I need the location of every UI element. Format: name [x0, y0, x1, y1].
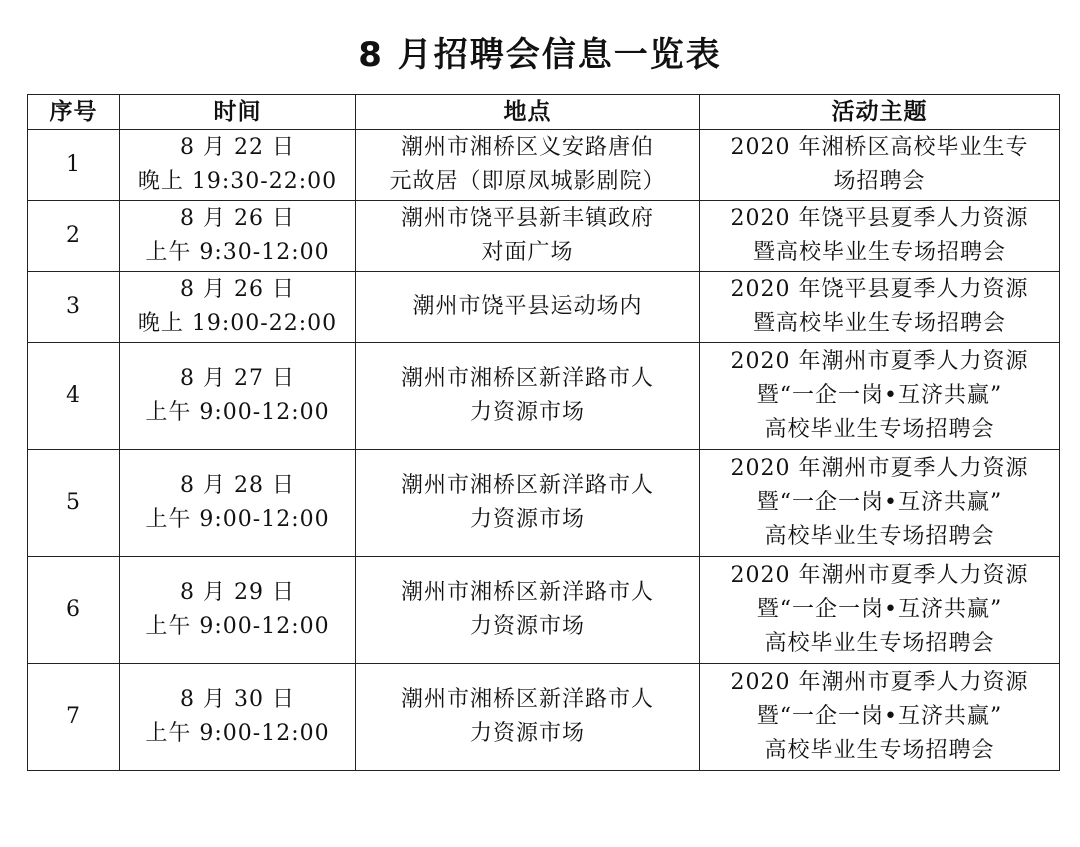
table-row — [28, 343, 1060, 450]
theme-line: 高校毕业生专场招聘会 — [764, 738, 995, 763]
theme-line: 暨高校毕业生专场招聘会 — [752, 240, 1006, 265]
time-cell — [120, 450, 356, 557]
seq-cell: 6 — [28, 557, 120, 664]
theme-line: 2020 年湘桥区高校毕业生专 — [730, 135, 1029, 160]
place-line: 潮州市湘桥区义安路唐伯 — [400, 135, 654, 160]
table-row — [28, 664, 1060, 771]
theme-line: 暨“一企一岗•互济共赢” — [756, 383, 1003, 408]
theme-line: 高校毕业生专场招聘会 — [764, 631, 995, 656]
time-text: 晚上 19:00-22:00 — [137, 311, 338, 336]
time-text: 上午 9:00-12:00 — [145, 507, 330, 532]
table-row — [28, 557, 1060, 664]
theme-cell — [700, 272, 1060, 343]
theme-cell — [700, 557, 1060, 664]
place-cell — [356, 201, 700, 272]
place-cell — [356, 343, 700, 450]
time-text: 晚上 19:30-22:00 — [137, 169, 338, 194]
date-text: 8 月 22 日 — [180, 135, 295, 160]
date-text: 8 月 27 日 — [180, 366, 295, 391]
theme-cell — [700, 130, 1060, 201]
recruitment-table — [27, 94, 1060, 771]
place-line: 潮州市饶平县运动场内 — [412, 294, 643, 319]
theme-line: 场招聘会 — [833, 169, 926, 194]
seq-cell: 7 — [28, 664, 120, 771]
place-line: 力资源市场 — [469, 400, 585, 425]
place-cell — [356, 664, 700, 771]
place-cell — [356, 450, 700, 557]
place-line: 元故居（即原凤城影剧院） — [389, 169, 666, 194]
header-seq: 序号 — [28, 95, 120, 130]
place-line: 潮州市湘桥区新洋路市人 — [400, 687, 654, 712]
place-line: 潮州市湘桥区新洋路市人 — [400, 366, 654, 391]
theme-line: 暨高校毕业生专场招聘会 — [752, 311, 1006, 336]
theme-line: 2020 年潮州市夏季人力资源 — [730, 456, 1029, 481]
table-row — [28, 450, 1060, 557]
date-text: 8 月 26 日 — [180, 206, 295, 231]
table-row — [28, 272, 1060, 343]
theme-cell — [700, 343, 1060, 450]
theme-line: 2020 年潮州市夏季人力资源 — [730, 563, 1029, 588]
header-place: 地点 — [356, 95, 700, 130]
time-cell — [120, 201, 356, 272]
table-row — [28, 130, 1060, 201]
date-text: 8 月 30 日 — [180, 687, 295, 712]
place-cell — [356, 557, 700, 664]
theme-cell — [700, 664, 1060, 771]
theme-line: 暨“一企一岗•互济共赢” — [756, 597, 1003, 622]
time-text: 上午 9:30-12:00 — [145, 240, 330, 265]
time-text: 上午 9:00-12:00 — [145, 400, 330, 425]
seq-cell: 1 — [28, 130, 120, 201]
header-theme: 活动主题 — [700, 95, 1060, 130]
time-cell — [120, 664, 356, 771]
seq-cell: 5 — [28, 450, 120, 557]
time-cell — [120, 557, 356, 664]
table-row — [28, 201, 1060, 272]
table-header-row — [28, 95, 1060, 130]
seq-cell: 4 — [28, 343, 120, 450]
time-text: 上午 9:00-12:00 — [145, 614, 330, 639]
theme-cell — [700, 201, 1060, 272]
time-cell — [120, 343, 356, 450]
place-line: 潮州市饶平县新丰镇政府 — [400, 206, 654, 231]
place-cell — [356, 130, 700, 201]
place-line: 潮州市湘桥区新洋路市人 — [400, 473, 654, 498]
place-line: 潮州市湘桥区新洋路市人 — [400, 580, 654, 605]
time-text: 上午 9:00-12:00 — [145, 721, 330, 746]
theme-line: 2020 年潮州市夏季人力资源 — [730, 670, 1029, 695]
theme-line: 2020 年饶平县夏季人力资源 — [730, 277, 1029, 302]
place-cell — [356, 272, 700, 343]
theme-line: 高校毕业生专场招聘会 — [764, 524, 995, 549]
theme-line: 暨“一企一岗•互济共赢” — [756, 704, 1003, 729]
place-line: 力资源市场 — [469, 721, 585, 746]
date-text: 8 月 29 日 — [180, 580, 295, 605]
theme-cell — [700, 450, 1060, 557]
seq-cell: 3 — [28, 272, 120, 343]
theme-line: 暨“一企一岗•互济共赢” — [756, 490, 1003, 515]
theme-line: 高校毕业生专场招聘会 — [764, 417, 995, 442]
time-cell — [120, 130, 356, 201]
date-text: 8 月 28 日 — [180, 473, 295, 498]
place-line: 力资源市场 — [469, 614, 585, 639]
place-line: 对面广场 — [481, 240, 574, 265]
theme-line: 2020 年饶平县夏季人力资源 — [730, 206, 1029, 231]
seq-cell: 2 — [28, 201, 120, 272]
page-title: 8 月招聘会信息一览表 — [358, 35, 722, 75]
place-line: 力资源市场 — [469, 507, 585, 532]
time-cell — [120, 272, 356, 343]
date-text: 8 月 26 日 — [180, 277, 295, 302]
header-time: 时间 — [120, 95, 356, 130]
theme-line: 2020 年潮州市夏季人力资源 — [730, 349, 1029, 374]
